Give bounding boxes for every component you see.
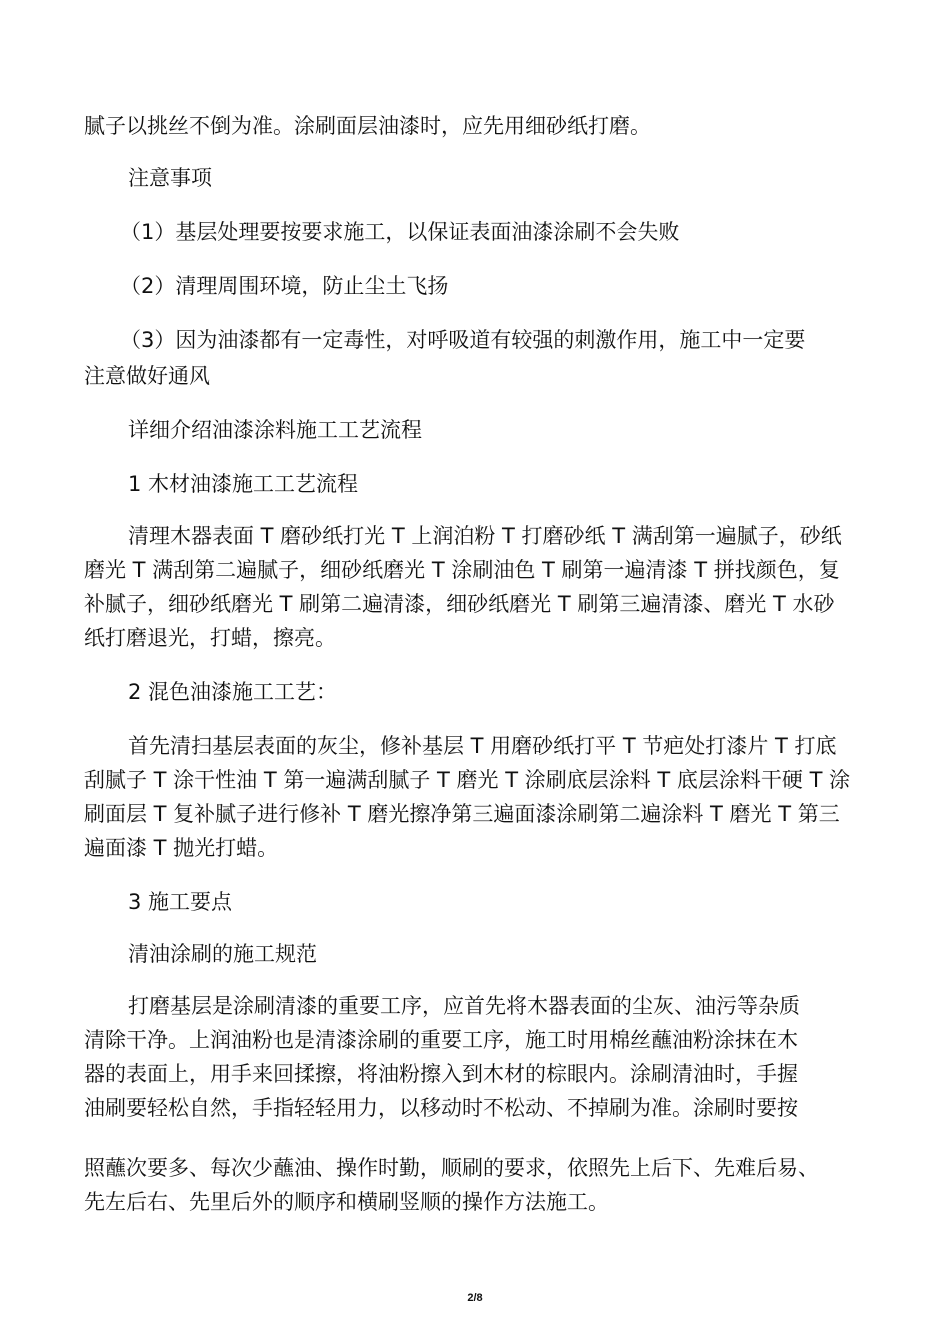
section-4-line-1: 照蘸次要多、每次少蘸油、操作时勤，顺刷的要求，依照先上后下、先难后易、 — [84, 1156, 819, 1180]
section-3-line-1: 打磨基层是涂刷清漆的重要工序，应首先将木器表面的尘灰、油污等杂质 — [128, 994, 800, 1018]
section-1-line-1: 清理木器表面 T 磨砂纸打光 T 上润泊粉 T 打磨砂纸 T 满刮第一遍腻子，砂纸 — [128, 524, 842, 548]
section-2-line-2: 刮腻子 T 涂干性油 T 第一遍满刮腻子 T 磨光 T 涂刷底层涂料 T 底层涂料干硬 T 涂 — [84, 768, 851, 792]
note-item-3-line-1: （3）因为油漆都有一定毒性，对呼吸道有较强的刺激作用，施工中一定要 — [120, 328, 806, 352]
note-item-1: （1）基层处理要按要求施工，以保证表面油漆涂刷不会失败 — [120, 220, 680, 244]
heading-notes: 注意事项 — [128, 166, 212, 190]
intro-line: 腻子以挑丝不倒为准。涂刷面层油漆时，应先用细砂纸打磨。 — [84, 114, 651, 138]
section-1-line-2: 磨光 T 满刮第二遍腻子，细砂纸磨光 T 涂刷油色 T 刷第一遍清漆 T 拼找颜色，复 — [84, 558, 840, 582]
section-3-line-2: 清除干净。上润油粉也是清漆涂刷的重要工序，施工时用棉丝蘸油粉涂抹在木 — [84, 1028, 798, 1052]
heading-clear-oil: 清油涂刷的施工规范 — [128, 942, 317, 966]
section-3-line-3: 器的表面上，用手来回揉擦，将油粉擦入到木材的棕眼内。涂刷清油时，手握 — [84, 1062, 798, 1086]
page-number: 2/8 — [467, 1292, 483, 1304]
section-2-line-1: 首先清扫基层表面的灰尘，修补基层 T 用磨砂纸打平 T 节疤处打漆片 T 打底 — [128, 734, 837, 758]
note-item-3-line-2: 注意做好通风 — [84, 364, 210, 388]
heading-section-1: 1 木材油漆施工工艺流程 — [128, 472, 359, 496]
section-3-line-4: 油刷要轻松自然，手指轻轻用力，以移动时不松动、不掉刷为准。涂刷时要按 — [84, 1096, 798, 1120]
section-2-line-4: 遍面漆 T 抛光打蜡。 — [84, 836, 279, 860]
section-4-line-2: 先左后右、先里后外的顺序和横刷竖顺的操作方法施工。 — [84, 1190, 609, 1214]
section-2-line-3: 刷面层 T 复补腻子进行修补 T 磨光擦净第三遍面漆涂刷第二遍涂料 T 磨光 T 第三 — [84, 802, 840, 826]
section-1-line-4: 纸打磨退光，打蜡，擦亮。 — [84, 626, 336, 650]
heading-section-3: 3 施工要点 — [128, 890, 233, 914]
section-1-line-3: 补腻子，细砂纸磨光 T 刷第二遍清漆，细砂纸磨光 T 刷第三遍清漆、磨光 T 水砂 — [84, 592, 835, 616]
heading-section-2: 2 混色油漆施工工艺： — [128, 680, 338, 704]
note-item-2: （2）清理周围环境，防止尘土飞扬 — [120, 274, 449, 298]
heading-process: 详细介绍油漆涂料施工工艺流程 — [128, 418, 422, 442]
